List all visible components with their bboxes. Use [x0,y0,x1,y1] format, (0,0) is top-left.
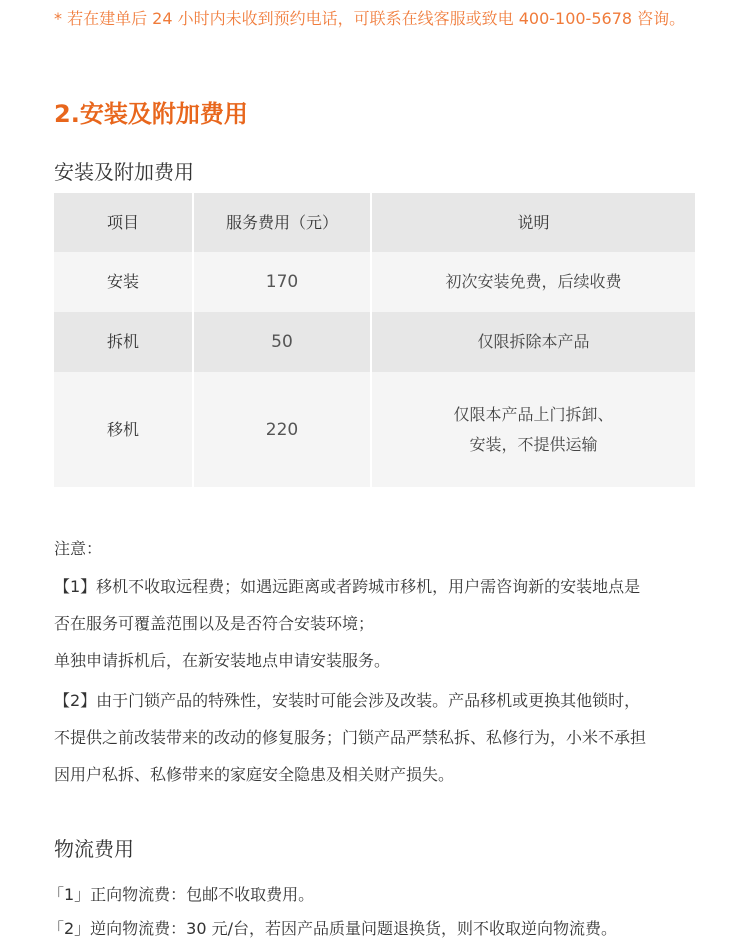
row-description [371,372,695,487]
table-row [54,252,695,312]
description-line: 仅限拆除本产品 [477,332,590,351]
header-description: 说明 [517,212,550,232]
description-line: 仅限本产品上门拆卸、 [453,404,614,424]
row-description [371,252,695,312]
note-line: 否在服务可覆盖范围以及是否符合安装环境； [54,614,375,633]
table-header-row [54,193,695,252]
header-price: 服务费用（元） [193,193,371,252]
note-line: 【1】移机不收取远程费；如遇远距离或者跨城市移机，用户需咨询新的安装地点是 [54,577,641,596]
table-row [54,372,695,487]
notes-label: 注意： [54,539,103,558]
description-line: 初次安装免费，后续收费 [445,272,622,291]
notes-section [54,534,704,793]
row-item: 安装 [54,252,193,312]
booking-note: * 若在建单后 24 小时内未收到预约电话，可联系在线客服或致电 400-100-5678 咨询。 [54,9,686,28]
note-line: 不提供之前改装带来的改动的修复服务；门锁产品严禁私拆、私修行为，小米不承担 [54,728,647,747]
row-item: 移机 [54,372,193,487]
description-line: 安装，不提供运输 [469,434,598,454]
note-line: 因用户私拆、私修带来的家庭安全隐患及相关财产损失。 [54,765,455,784]
row-item: 拆机 [54,312,193,372]
note-line: 单独申请拆机后，在新安装地点申请安装服务。 [54,651,391,670]
note-line: 【2】由于门锁产品的特殊性，安装时可能会涉及改装。产品移机或更换其他锁时， [54,691,641,710]
fee-table [54,193,695,487]
logistics-title: 物流费用 [54,837,134,861]
row-price: 50 [193,312,371,372]
section-title: 2.安装及附加费用 [54,100,248,128]
header-item: 项目 [54,193,193,252]
logistics-section [48,878,708,946]
fee-table-title: 安装及附加费用 [54,160,194,184]
row-price: 170 [193,252,371,312]
row-price: 220 [193,372,371,487]
logistics-line: 「2」逆向物流费：30 元/台，若因产品质量问题退换货，则不收取逆向物流费。 [48,919,618,938]
logistics-line: 「1」正向物流费：包邮不收取费用。 [48,885,315,904]
table-row [54,312,695,372]
row-description [371,312,695,372]
